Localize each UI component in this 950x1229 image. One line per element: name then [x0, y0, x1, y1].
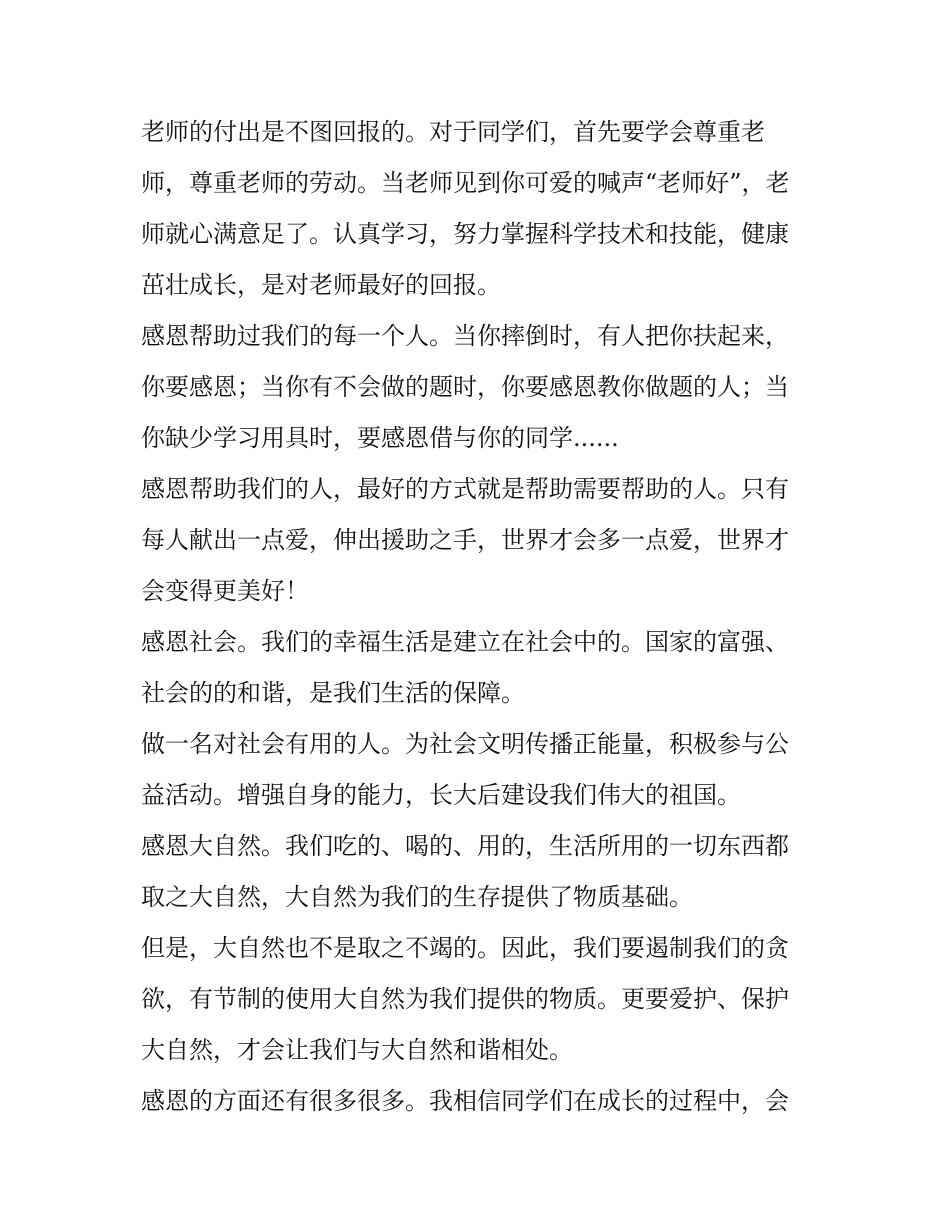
text-line: 社会的的和谐，是我们生活的保障。: [141, 679, 525, 707]
text-line: 会变得更美好！: [141, 577, 309, 605]
text-line: 师就心满意足了。认真学习，努力掌握科学技术和技能，健康: [141, 220, 789, 248]
text-line: 做一名对社会有用的人。为社会文明传播正能量，积极参与公: [141, 730, 789, 758]
text-line: 老师的付出是不图回报的。对于同学们，首先要学会尊重老: [141, 118, 765, 146]
text-line: 感恩的方面还有很多很多。我相信同学们在成长的过程中，会: [141, 1087, 789, 1115]
text-line: 感恩帮助过我们的每一个人。当你摔倒时，有人把你扶起来，: [141, 322, 789, 350]
text-line: 感恩帮助我们的人，最好的方式就是帮助需要帮助的人。只有: [141, 475, 789, 503]
text-line: 师，尊重老师的劳动。当老师见到你可爱的喊声“老师好”，老: [141, 169, 790, 197]
text-line: 你缺少学习用具时，要感恩借与你的同学......: [141, 424, 619, 452]
text-line: 取之大自然，大自然为我们的生存提供了物质基础。: [141, 883, 693, 911]
text-line: 但是，大自然也不是取之不竭的。因此，我们要遏制我们的贪: [141, 934, 789, 962]
text-line: 大自然，才会让我们与大自然和谐相处。: [141, 1036, 573, 1064]
text-line: 欲，有节制的使用大自然为我们提供的物质。更要爱护、保护: [141, 985, 789, 1013]
text-line: 茁壮成长，是对老师最好的回报。: [141, 271, 501, 299]
text-line: 益活动。增强自身的能力，长大后建设我们伟大的祖国。: [141, 781, 741, 809]
document-body-text: [141, 107, 831, 1127]
text-line: 感恩社会。我们的幸福生活是建立在社会中的。国家的富强、: [141, 628, 789, 656]
text-line: 你要感恩；当你有不会做的题时，你要感恩教你做题的人；当: [141, 373, 789, 401]
text-line: 每人献出一点爱，伸出援助之手，世界才会多一点爱，世界才: [141, 526, 789, 554]
text-line: 感恩大自然。我们吃的、喝的、用的，生活所用的一切东西都: [141, 832, 789, 860]
